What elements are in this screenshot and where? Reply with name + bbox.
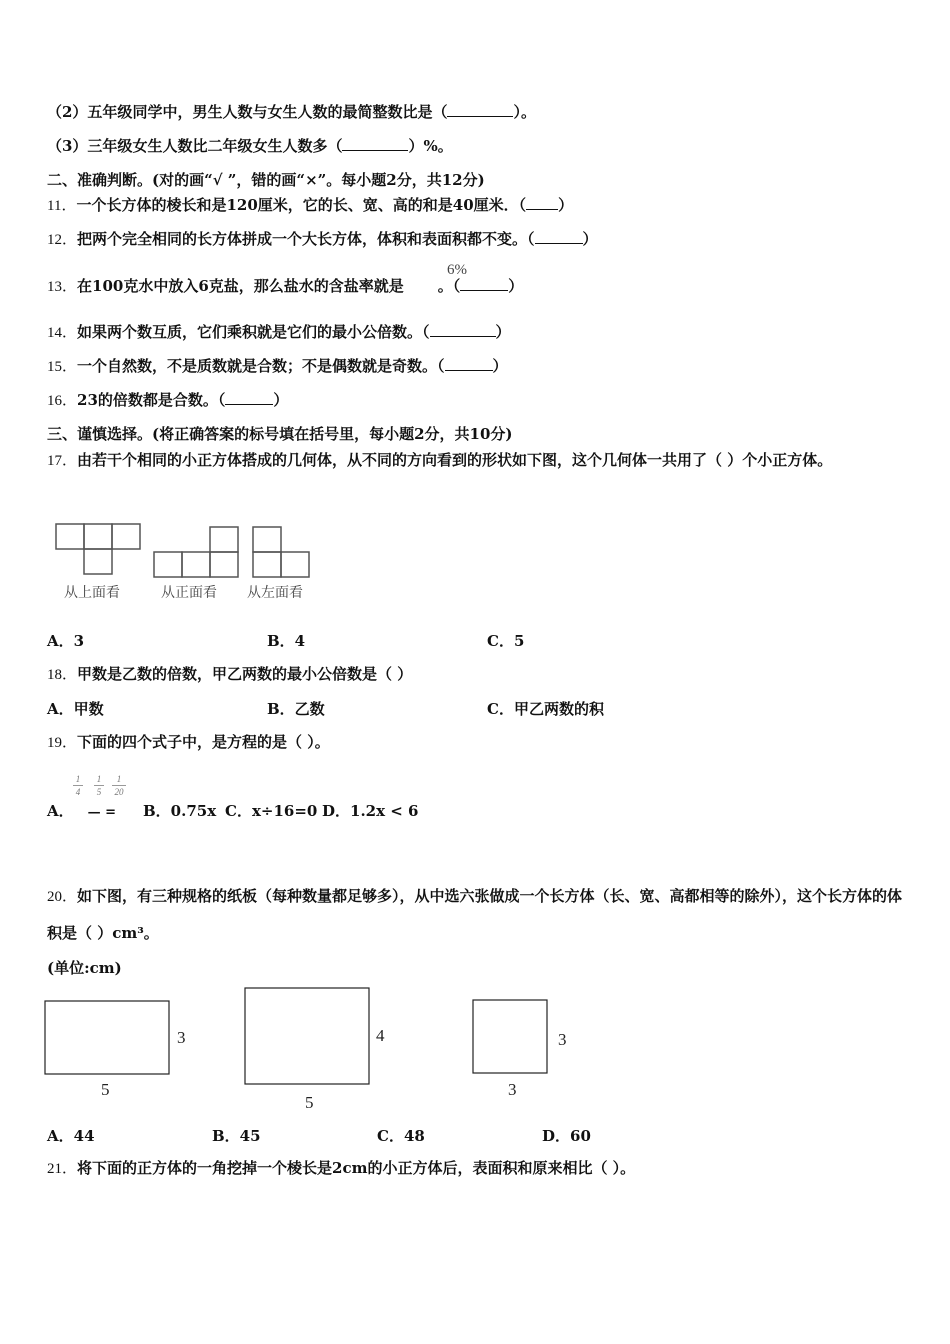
option-c[interactable]: C．x÷16=0 [225,802,318,820]
question-17: 17．由若干个相同的小正方体搭成的几何体，从不同的方向看到的形状如下图，这个几何体一共用了（ ）个小正方体。 [47,451,833,469]
answer-blank[interactable] [342,136,408,151]
section-2-title: 二、准确判断。(对的画“√ ”，错的画“×”。每小题2分，共12分) [47,171,485,189]
fraction: 1 5 [94,774,104,797]
option-c[interactable]: C．48 [377,1127,425,1145]
board-label: 4 [376,1026,385,1045]
option-b[interactable]: B．0.75x [143,802,217,820]
section-3-title: 三、谨慎选择。(将正确答案的标号填在括号里，每小题2分，共10分) [47,425,513,443]
front-view-cell [182,552,210,577]
answer-blank[interactable] [460,276,508,291]
top-view-cell [56,524,84,549]
board-label: 3 [177,1028,186,1047]
question-14: 14．如果两个数互质，它们乘积就是它们的最小公倍数。（ ） [47,323,511,341]
option-d[interactable]: D．60 [542,1127,591,1145]
board-5x3 [45,1001,169,1074]
option-a[interactable]: A．甲数 [47,700,104,718]
option-a[interactable]: A．44 [47,1127,95,1145]
board-label: 5 [305,1093,314,1112]
front-view-cell [154,552,182,577]
question-15: 15．一个自然数，不是质数就是合数；不是偶数就是奇数。（ ） [47,357,508,375]
percent-value: 6% [447,262,467,278]
answer-blank[interactable] [225,390,273,405]
answer-blank[interactable] [535,229,583,244]
question-18: 18．甲数是乙数的倍数，甲乙两数的最小公倍数是（ ） [47,665,413,683]
question-part-2: （2）五年级同学中，男生人数与女生人数的最简整数比是（ ）。 [47,103,536,121]
view-label-top: 从上面看 [64,586,120,601]
question-19: 19．下面的四个式子中，是方程的是（ ）。 [47,733,330,751]
board-3x3 [473,1000,547,1073]
fraction: 1 20 [112,774,126,797]
question-20: 20．如下图，有三种规格的纸板（每种数量都足够多），从中选六张做成一个长方体（长、宽、高都相等的除外），这个长方体的体积是（ ）cm³。 [47,887,903,942]
board-label: 3 [558,1030,567,1049]
answer-blank[interactable] [526,195,558,210]
option-d[interactable]: D．1.2x < 6 [322,802,419,820]
question-12: 12．把两个完全相同的长方体拼成一个大长方体，体积和表面积都不变。（ ） [47,230,598,248]
unit-label: (单位:cm) [47,959,122,977]
left-view-cell [281,552,309,577]
top-view-cell [84,549,112,574]
answer-blank[interactable] [447,102,513,117]
option-a[interactable]: A．3 [47,632,85,650]
view-label-front: 从正面看 [161,586,217,601]
board-5x4 [245,988,369,1084]
answer-blank[interactable] [445,356,493,371]
option-c[interactable]: C．甲乙两数的积 [487,700,604,718]
option-b[interactable]: B．乙数 [267,700,325,718]
top-view-cell [84,524,112,549]
question-13: 13．在100克水中放入6克盐，那么盐水的含盐率就是 。（ ） [47,277,524,295]
question-11: 11．一个长方体的棱长和是120厘米，它的长、宽、高的和是40厘米．（ ） [47,196,574,214]
view-label-left: 从左面看 [247,586,303,601]
left-view-cell [253,527,281,552]
front-view-cell [210,552,238,577]
option-a[interactable]: A． — = [47,802,117,820]
question-21: 21．将下面的正方体的一角挖掉一个棱长是2cm的小正方体后，表面积和原来相比（ ）。 [47,1159,636,1177]
top-view-cell [112,524,140,549]
answer-blank[interactable] [430,322,496,337]
front-view-cell [210,527,238,552]
option-b[interactable]: B．45 [212,1127,261,1145]
question-part-3: （3）三年级女生人数比二年级女生人数多（ ）%。 [47,137,453,155]
option-b[interactable]: B．4 [267,632,306,650]
three-views-figure [50,518,330,608]
left-view-cell [253,552,281,577]
boards-figure [40,982,600,1117]
question-16: 16．23的倍数都是合数。（ ） [47,391,289,409]
fraction: 1 4 [73,774,83,797]
board-label: 5 [101,1080,110,1099]
option-c[interactable]: C．5 [487,632,525,650]
board-label: 3 [508,1080,517,1099]
